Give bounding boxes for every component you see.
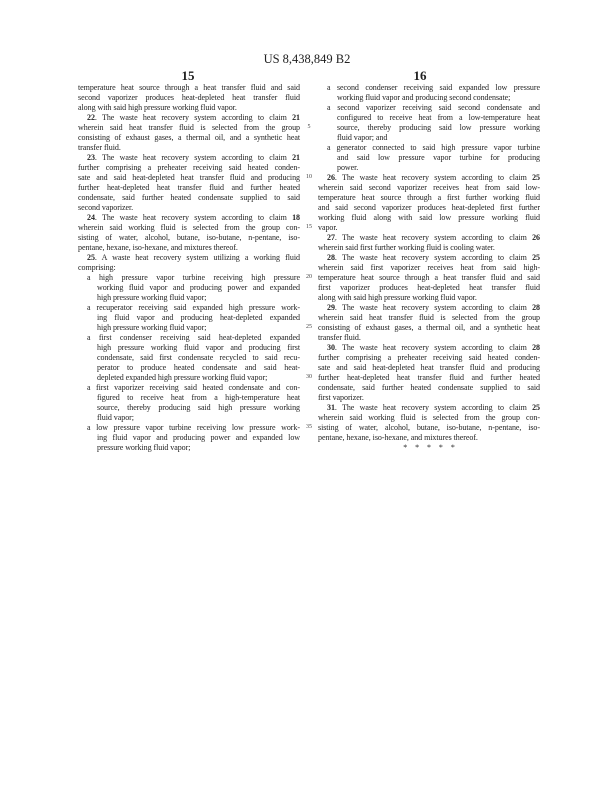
line-text: condensate, said further heated condensate supplied to said <box>318 383 540 392</box>
claim-number: 30 <box>327 343 335 352</box>
claim-reference: 25 <box>532 403 540 412</box>
text-line <box>78 293 300 303</box>
line-text: working fluid vapor and producing second condensate; <box>337 93 511 102</box>
patent-number-header: US 8,438,849 B2 <box>263 52 351 66</box>
margin-line-number: 15 <box>306 224 312 230</box>
text-line <box>78 133 300 143</box>
line-text: sate and said heat-depleted heat transfer fluid and producing <box>318 363 540 372</box>
line-text: working fluid along with said low pressure working fluid <box>318 213 540 222</box>
line-text: first vaporizer. <box>318 393 364 402</box>
claim-start-line <box>78 213 300 223</box>
text-line <box>318 413 540 423</box>
line-text: a recuperator receiving said expanded high pressure work- <box>87 303 300 312</box>
text-line <box>78 323 300 333</box>
claim-reference: 25 <box>532 173 540 182</box>
claim-reference: 28 <box>532 343 540 352</box>
text-line <box>318 143 540 153</box>
line-text: wherein said first vaporizer receives heat from said high- <box>318 263 540 272</box>
text-line <box>78 283 300 293</box>
line-text: second vaporizer. <box>78 203 134 212</box>
claim-number: 29 <box>327 303 335 312</box>
line-text: transfer fluid. <box>78 143 121 152</box>
text-line <box>78 423 300 433</box>
text-line <box>78 343 300 353</box>
text-line <box>78 173 300 183</box>
claim-number: 31 <box>327 403 335 412</box>
line-text: pentane, hexane, iso-hexane, and mixtures thereof. <box>318 433 478 442</box>
line-text: along with said high pressure working fluid vapor. <box>318 293 477 302</box>
text-line <box>78 443 300 453</box>
text-line <box>318 353 540 363</box>
line-text: condensate, said further heated condensate supplied to said <box>78 193 300 202</box>
left-column <box>78 83 300 453</box>
text-line <box>318 333 540 343</box>
line-text: and said second vaporizer produces heat-depleted first further <box>318 203 540 212</box>
text-line <box>318 203 540 213</box>
line-text: . The waste heat recovery system according to claim <box>334 303 533 312</box>
line-text: . The waste heat recovery system according to claim <box>94 113 293 122</box>
line-text: . The waste heat recovery system according to claim <box>334 173 533 182</box>
margin-line-number: 20 <box>306 274 312 280</box>
line-text: working fluid vapor and producing power and expanded <box>97 283 300 292</box>
claim-number: 25 <box>87 253 95 262</box>
claim-start-line <box>318 343 540 353</box>
claim-number: 27 <box>327 233 335 242</box>
claim-start-line <box>78 153 300 163</box>
claim-reference: 25 <box>532 253 540 262</box>
text-line <box>318 83 540 93</box>
line-text: a low pressure vapor turbine receiving low pressure work- <box>87 423 300 432</box>
line-text: wherein said working fluid is selected from the group con- <box>318 413 540 422</box>
claim-number: 23 <box>87 153 95 162</box>
text-line <box>78 123 300 133</box>
text-line <box>78 143 300 153</box>
line-text: depleted expanded high pressure working fluid vapor; <box>97 373 268 382</box>
claim-start-line <box>318 403 540 413</box>
line-text: consisting of exhaust gases, a thermal oil, and a synthetic heat <box>78 133 300 142</box>
line-text: a high pressure vapor turbine receiving high pressure <box>87 273 300 282</box>
text-line <box>318 323 540 333</box>
text-line <box>318 93 540 103</box>
line-text: further comprising a preheater receiving said heated conden- <box>318 353 540 362</box>
claim-start-line <box>318 303 540 313</box>
text-line <box>78 263 300 273</box>
right-column <box>318 83 540 453</box>
text-line <box>78 103 300 113</box>
text-line <box>78 313 300 323</box>
text-line <box>318 393 540 403</box>
text-line <box>78 413 300 423</box>
margin-line-number: 5 <box>307 124 311 130</box>
page-number-left: 15 <box>181 68 195 83</box>
margin-line-number: 10 <box>306 174 312 180</box>
line-text: wherein said first further working fluid is cooling water. <box>318 243 495 252</box>
line-text: further heat-depleted heat transfer fluid and further heated <box>318 373 540 382</box>
margin-line-number: 25 <box>306 324 312 330</box>
line-text: pressure working fluid vapor; <box>97 443 191 452</box>
claim-number: 24 <box>87 213 95 222</box>
line-text: wherein said heat transfer fluid is selected from the group <box>78 123 300 132</box>
line-text: source, thereby producing said high pressure working <box>97 403 300 412</box>
line-text: temperature heat source through a first further working fluid <box>318 193 540 202</box>
text-line <box>78 383 300 393</box>
text-line <box>78 363 300 373</box>
line-text: . The waste heat recovery system according to claim <box>334 233 533 242</box>
line-text: vapor. <box>318 223 338 232</box>
claim-start-line <box>318 253 540 263</box>
text-line <box>78 93 300 103</box>
text-line <box>78 273 300 283</box>
line-text: a second condenser receiving said expanded low pressure <box>327 83 540 92</box>
claim-start-line <box>318 233 540 243</box>
claim-number: 26 <box>327 173 335 182</box>
end-of-claims-asterisks <box>318 443 540 453</box>
claim-reference: 28 <box>532 303 540 312</box>
line-text: pentane, hexane, iso-hexane, and mixtures thereof. <box>78 243 238 252</box>
line-text: ing fluid vapor and producing heat-depleted expanded <box>97 313 300 322</box>
text-line <box>78 303 300 313</box>
line-text: sisting of water, alcohol, butane, iso-butane, n-pentane, iso- <box>318 423 540 432</box>
text-line <box>78 83 300 93</box>
line-text: . The waste heat recovery system according to claim <box>94 213 293 222</box>
line-text: further comprising a preheater receiving said heated conden- <box>78 163 300 172</box>
line-text: . The waste heat recovery system according to claim <box>334 343 533 352</box>
text-line <box>318 163 540 173</box>
line-text: power. <box>337 163 359 172</box>
margin-line-number: 35 <box>306 424 312 430</box>
text-line <box>318 293 540 303</box>
line-text: temperature heat source through a heat transfer fluid and said <box>318 273 540 282</box>
line-text: . The waste heat recovery system according to claim <box>334 403 533 412</box>
line-text: sate and said heat-depleted heat transfer fluid and producing <box>78 173 300 182</box>
line-text: . A waste heat recovery system utilizing a working fluid <box>94 253 300 262</box>
text-line <box>78 223 300 233</box>
line-text: condensate, said first condensate recycled to said recu- <box>97 353 300 362</box>
line-text: figured to receive heat from a high-temperature heat <box>97 393 300 402</box>
line-text: . The waste heat recovery system according to claim <box>334 253 533 262</box>
line-text: source, thereby producing said low pressure working <box>337 123 540 132</box>
line-text: sisting of water, alcohol, butane, iso-butane, n-pentane, iso- <box>78 233 300 242</box>
claim-reference: 18 <box>292 213 300 222</box>
text-line <box>78 373 300 383</box>
line-text: wherein said heat transfer fluid is selected from the group <box>318 313 540 322</box>
line-text: . The waste heat recovery system according to claim <box>94 153 293 162</box>
text-line <box>318 133 540 143</box>
line-text: further heat-depleted heat transfer fluid and further heated <box>78 183 300 192</box>
text-line <box>318 273 540 283</box>
line-text: comprising: <box>78 263 116 272</box>
text-line <box>78 193 300 203</box>
text-line <box>318 153 540 163</box>
line-text: along with said high pressure working fluid vapor. <box>78 103 237 112</box>
text-line <box>318 243 540 253</box>
text-line <box>78 163 300 173</box>
claim-number: 22 <box>87 113 95 122</box>
line-text: perator to produce heated condensate and said heat- <box>97 363 300 372</box>
margin-line-number: 30 <box>306 374 312 380</box>
line-text: high pressure working fluid vapor; <box>97 323 207 332</box>
line-text: temperature heat source through a heat transfer fluid and said <box>78 83 300 92</box>
claim-reference: 26 <box>532 233 540 242</box>
line-text: first vaporizer produces heat-depleted heat transfer fluid <box>318 283 540 292</box>
line-text: consisting of exhaust gases, a thermal oil, and a synthetic heat <box>318 323 540 332</box>
text-line <box>318 183 540 193</box>
claim-reference: 21 <box>292 153 300 162</box>
line-text: a first condenser receiving said heat-depleted expanded <box>87 333 300 342</box>
line-text: ing fluid vapor and producing power and expanded low <box>97 433 300 442</box>
text-line <box>78 233 300 243</box>
text-line <box>78 393 300 403</box>
text-line <box>318 373 540 383</box>
claim-start-line <box>318 173 540 183</box>
text-line <box>318 103 540 113</box>
line-text: transfer fluid. <box>318 333 361 342</box>
line-text: wherein said working fluid is selected from the group con- <box>78 223 300 232</box>
text-line <box>318 283 540 293</box>
text-line <box>78 353 300 363</box>
line-text: high pressure working fluid vapor and producing first <box>97 343 300 352</box>
text-line <box>318 363 540 373</box>
text-line <box>78 333 300 343</box>
line-text: * * * * * <box>403 443 455 452</box>
claim-start-line <box>78 253 300 263</box>
line-text: a generator connected to said high pressure vapor turbine <box>327 143 540 152</box>
text-line <box>318 193 540 203</box>
text-line <box>318 263 540 273</box>
line-text: a second vaporizer receiving said second condensate and <box>327 103 540 112</box>
claim-number: 28 <box>327 253 335 262</box>
line-text: second vaporizer produces heat-depleted heat transfer fluid <box>78 93 300 102</box>
line-text: wherein said second vaporizer receives heat from said low- <box>318 183 540 192</box>
text-line <box>318 383 540 393</box>
text-line <box>78 433 300 443</box>
line-text: fluid vapor; <box>97 413 134 422</box>
text-line <box>318 433 540 443</box>
line-text: fluid vapor; and <box>337 133 388 142</box>
line-text: high pressure working fluid vapor; <box>97 293 207 302</box>
text-line <box>318 313 540 323</box>
text-line <box>318 423 540 433</box>
text-line <box>318 123 540 133</box>
text-line <box>78 183 300 193</box>
text-line <box>318 113 540 123</box>
line-text: and said low pressure vapor turbine for producing <box>337 153 540 162</box>
line-text: a first vaporizer receiving said heated condensate and con- <box>87 383 300 392</box>
text-line <box>318 223 540 233</box>
text-line <box>78 403 300 413</box>
line-text: configured to receive heat from a low-temperature heat <box>337 113 540 122</box>
claim-reference: 21 <box>292 113 300 122</box>
text-line <box>78 203 300 213</box>
page-number-right: 16 <box>413 68 427 83</box>
text-line <box>78 243 300 253</box>
text-line <box>318 213 540 223</box>
claim-start-line <box>78 113 300 123</box>
